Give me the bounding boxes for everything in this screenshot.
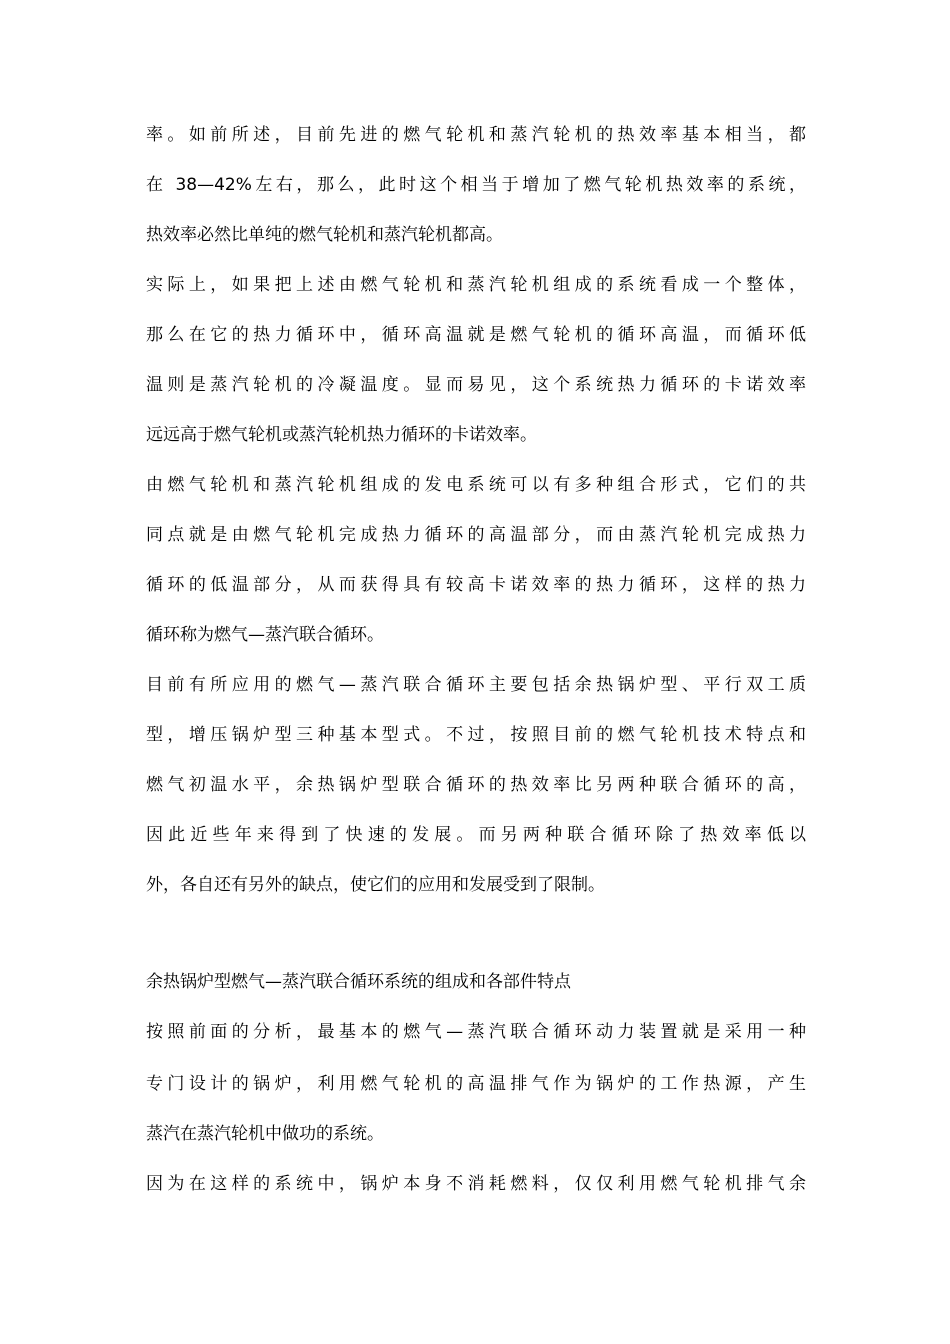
text-line: 热效率必然比单纯的燃气轮机和蒸汽轮机都高。 [146, 225, 503, 245]
text-line: 循环的低温部分，从而获得具有较高卡诺效率的热力循环，这样的热力 [146, 575, 806, 595]
text-line: 蒸汽在蒸汽轮机中做功的系统。 [146, 1124, 384, 1144]
text-line: 因为在这样的系统中，锅炉本身不消耗燃料，仅仅利用燃气轮机排气余 [146, 1174, 806, 1194]
text-line: 型，增压锅炉型三种基本型式。不过，按照目前的燃气轮机技术特点和 [146, 725, 806, 745]
text-line: 目前有所应用的燃气—蒸汽联合循环主要包括余热锅炉型、平行双工质 [146, 675, 806, 695]
text-line: 专门设计的锅炉，利用燃气轮机的高温排气作为锅炉的工作热源，产生 [146, 1074, 806, 1094]
text-line: 在 38—42%左右，那么，此时这个相当于增加了燃气轮机热效率的系统， [146, 175, 806, 195]
text-line: 率。如前所述，目前先进的燃气轮机和蒸汽轮机的热效率基本相当，都 [146, 125, 806, 145]
text-line: 实际上，如果把上述由燃气轮机和蒸汽轮机组成的系统看成一个整体， [146, 275, 806, 295]
text-line: 按照前面的分析，最基本的燃气—蒸汽联合循环动力装置就是采用一种 [146, 1022, 806, 1042]
text-line: 同点就是由燃气轮机完成热力循环的高温部分，而由蒸汽轮机完成热力 [146, 525, 806, 545]
text-line: 由燃气轮机和蒸汽轮机组成的发电系统可以有多种组合形式，它们的共 [146, 475, 806, 495]
section-heading: 余热锅炉型燃气—蒸汽联合循环系统的组成和各部件特点 [146, 972, 571, 992]
text-line: 远远高于燃气轮机或蒸汽轮机热力循环的卡诺效率。 [146, 425, 537, 445]
text-line: 循环称为燃气—蒸汽联合循环。 [146, 625, 384, 645]
text-line: 那么在它的热力循环中，循环高温就是燃气轮机的循环高温，而循环低 [146, 325, 806, 345]
text-line: 燃气初温水平，余热锅炉型联合循环的热效率比另两种联合循环的高， [146, 775, 806, 795]
text-line: 温则是蒸汽轮机的冷凝温度。显而易见，这个系统热力循环的卡诺效率 [146, 375, 806, 395]
text-line: 因此近些年来得到了快速的发展。而另两种联合循环除了热效率低以 [146, 825, 806, 845]
text-line: 外，各自还有另外的缺点，使它们的应用和发展受到了限制。 [146, 875, 605, 895]
